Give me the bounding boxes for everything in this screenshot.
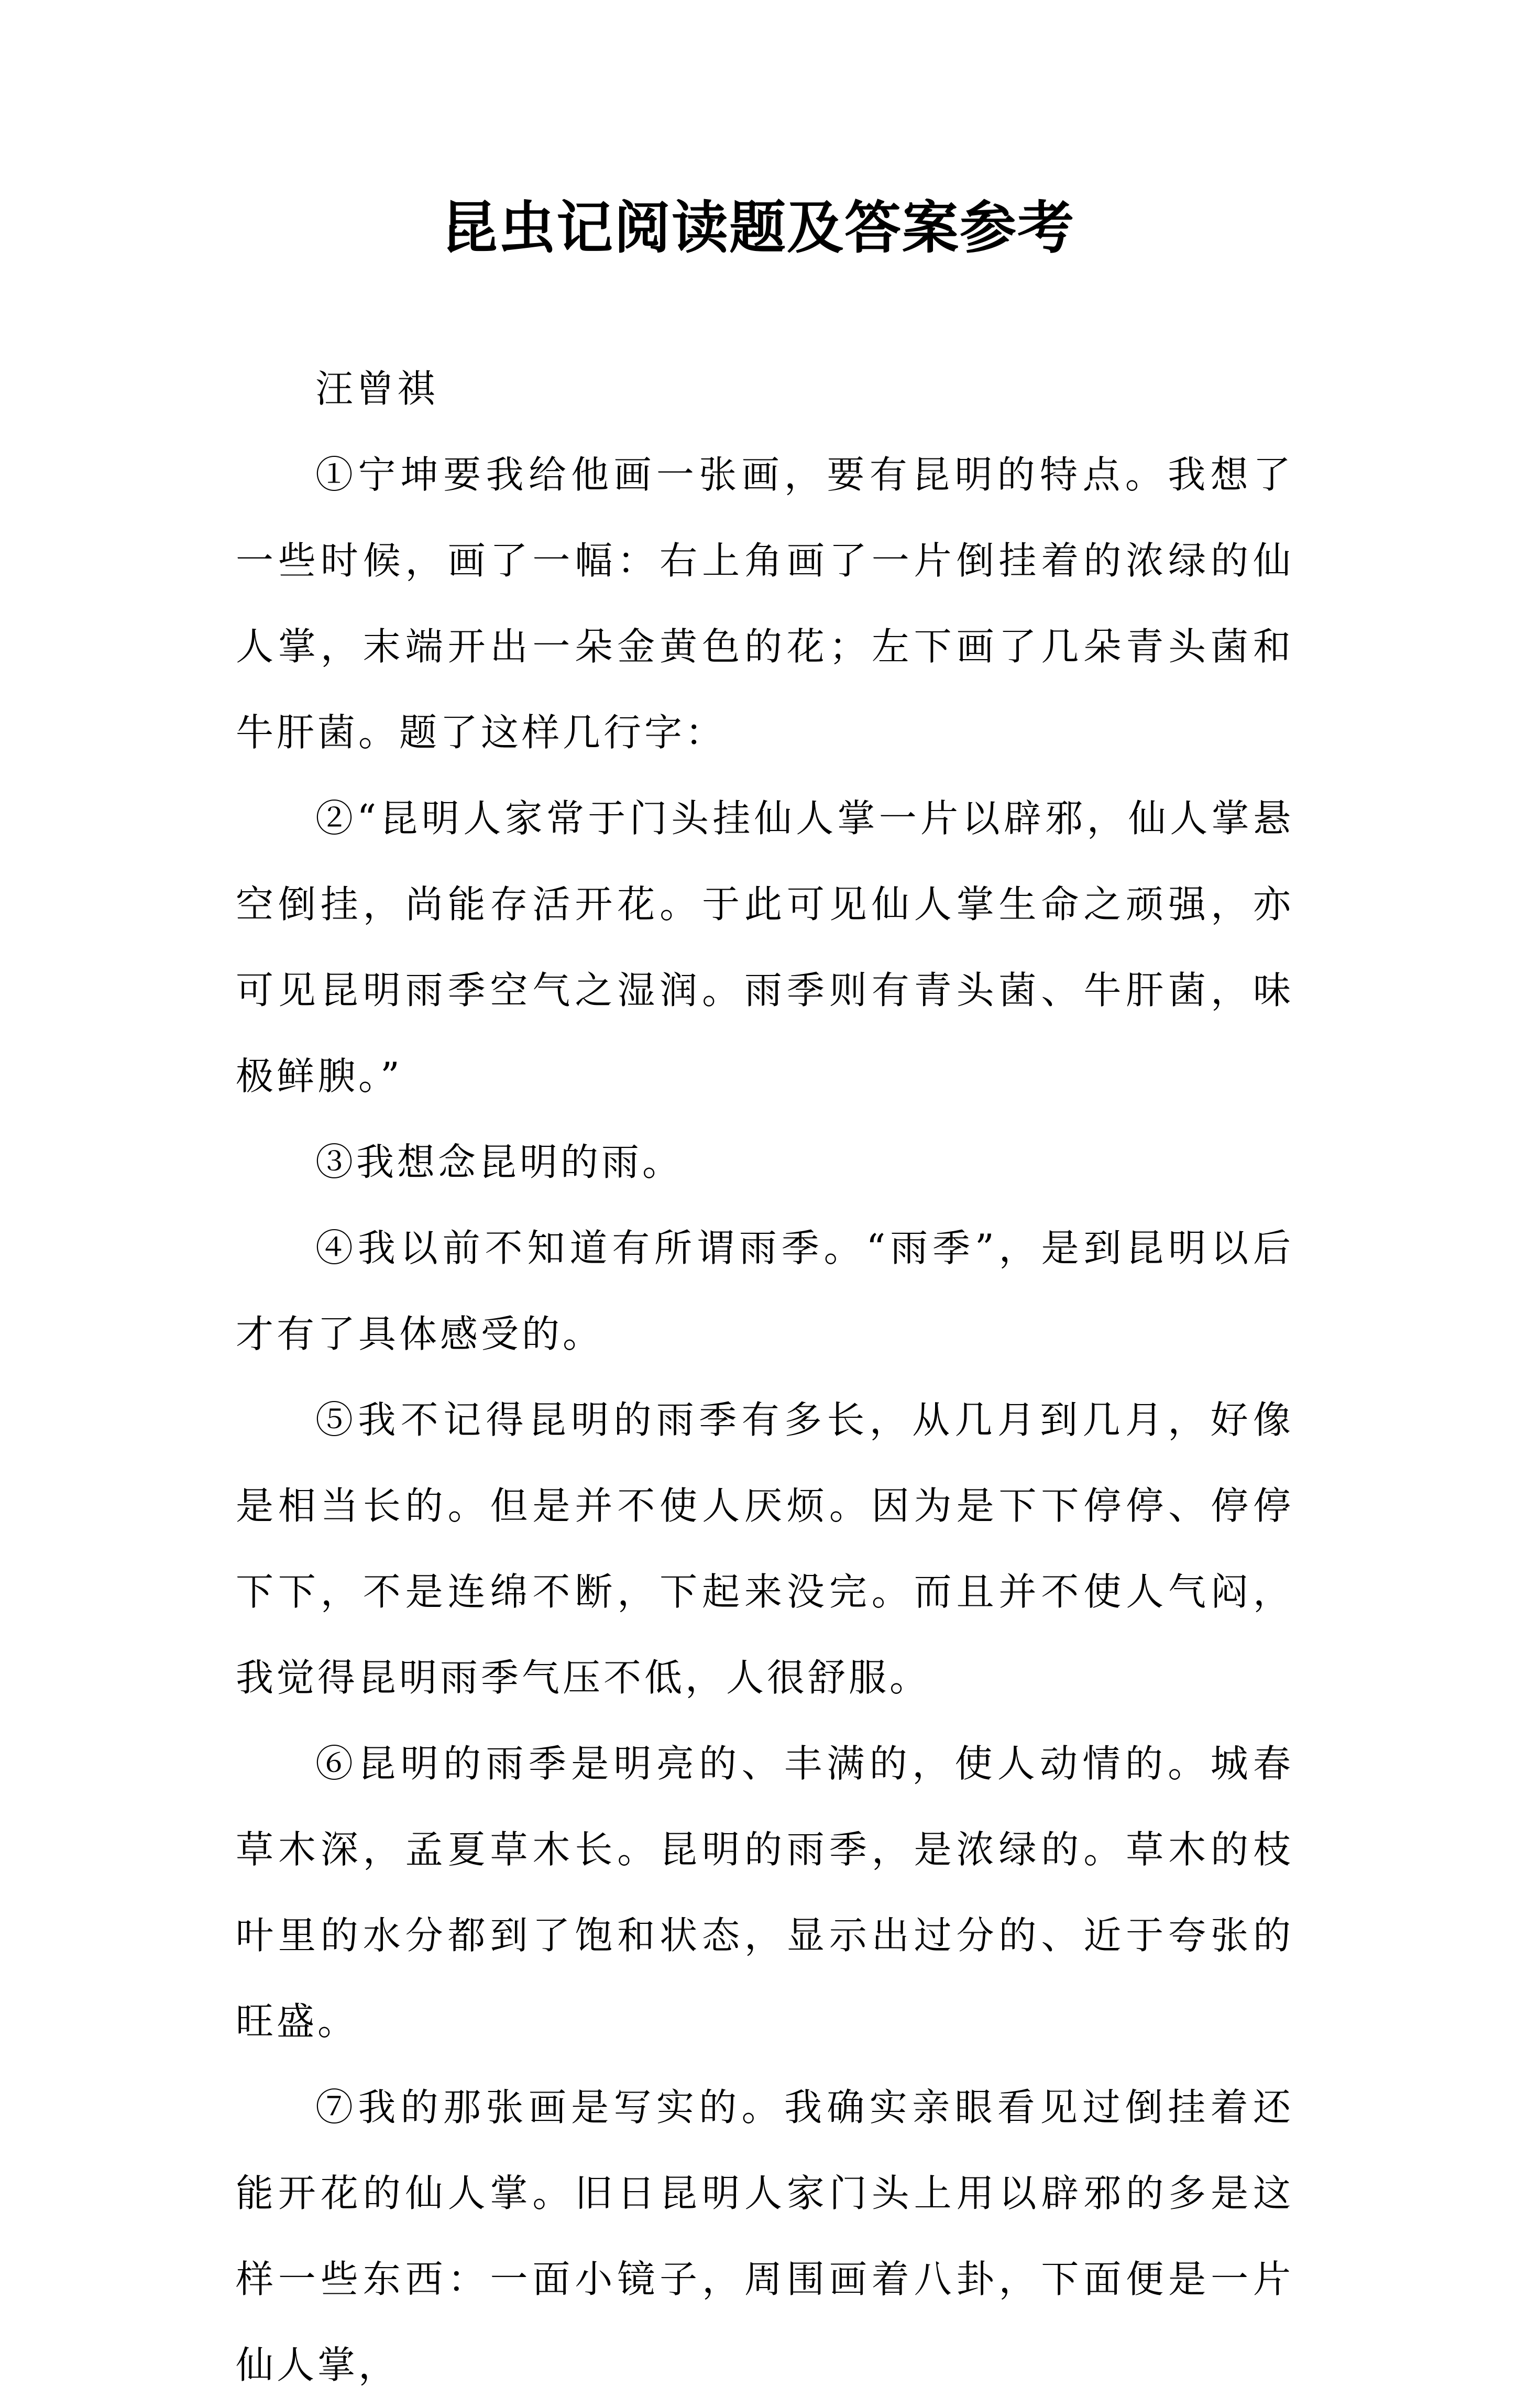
paragraph-6: ⑥昆明的雨季是明亮的、丰满的，使人动情的。城春草木深，孟夏草木长。昆明的雨季，是浓绿的。草木的枝叶里的水分都到了饱和状态，显示出过分的、近于夸张的旺盛。	[236, 1742, 1294, 2043]
paragraph-4: ④我以前不知道有所谓雨季。“雨季”，是到昆明以后才有了具体感受的。	[236, 1226, 1294, 1356]
paragraph-1: ①宁坤要我给他画一张画，要有昆明的特点。我想了一些时候，画了一幅：右上角画了一片倒挂着的浓绿的仙人掌，末端开出一朵金黄色的花；左下画了几朵青头菌和牛肝菌。题了这样几行字：	[236, 453, 1294, 754]
paragraph-7: ⑦我的那张画是写实的。我确实亲眼看见过倒挂着还能开花的仙人掌。旧日昆明人家门头上用以辟邪的多是这样一些东西：一面小镜子，周围画着八卦，下面便是一片仙人掌，	[236, 2085, 1294, 2387]
document-title: 昆虫记阅读题及答案参考	[441, 195, 1075, 261]
paragraph-3: ③我想念昆明的雨。	[315, 1140, 684, 1184]
paragraph-2: ②“昆明人家常于门头挂仙人掌一片以辟邪，仙人掌悬空倒挂，尚能存活开花。于此可见仙人掌生命之顽强，亦可见昆明雨季空气之湿润。雨季则有青头菌、牛肝菌，味极鲜腴。”	[236, 796, 1294, 1098]
document-body	[236, 346, 1294, 2408]
author-line: 汪曾祺	[315, 367, 438, 411]
paragraph-5: ⑤我不记得昆明的雨季有多长，从几月到几月，好像是相当长的。但是并不使人厌烦。因为是下下停停、停停下下，不是连绵不断，下起来没完。而且并不使人气闷，我觉得昆明雨季气压不低，人很舒服。	[236, 1398, 1294, 1700]
